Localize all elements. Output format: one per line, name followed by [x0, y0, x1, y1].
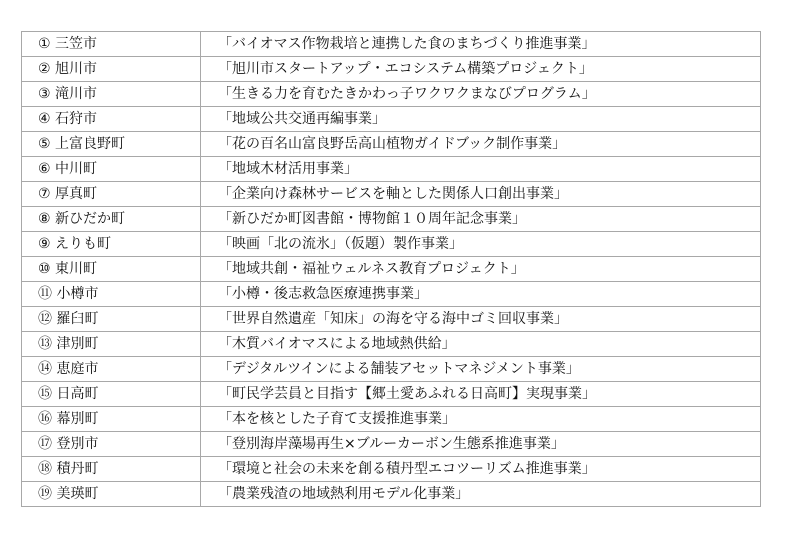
- municipality-cell: ⑥ 中川町: [22, 157, 201, 182]
- table-row: [22, 82, 761, 107]
- project-cell: 「バイオマス作物栽培と連携した食のまちづくり推進事業」: [201, 32, 761, 57]
- project-cell: 「本を核とした子育て支援推進事業」: [201, 407, 761, 432]
- table-row: [22, 357, 761, 382]
- table-row: [22, 382, 761, 407]
- table-row: [22, 457, 761, 482]
- table-row: [22, 132, 761, 157]
- table-row: [22, 332, 761, 357]
- municipality-cell: ③ 滝川市: [22, 82, 201, 107]
- municipality-cell: ⑬ 津別町: [22, 332, 201, 357]
- project-cell: 「木質バイオマスによる地域熱供給」: [201, 332, 761, 357]
- project-cell: 「登別海岸藻場再生×ブルーカーボン生態系推進事業」: [201, 432, 761, 457]
- table-row: [22, 107, 761, 132]
- table-row: [22, 257, 761, 282]
- municipality-cell: ⑨ えりも町: [22, 232, 201, 257]
- table-row: [22, 57, 761, 82]
- project-cell: 「地域公共交通再編事業」: [201, 107, 761, 132]
- project-table: [21, 31, 761, 507]
- table-row: [22, 207, 761, 232]
- project-cell: 「地域木材活用事業」: [201, 157, 761, 182]
- project-cell: 「生きる力を育むたきかわっ子ワクワクまなびプログラム」: [201, 82, 761, 107]
- municipality-cell: ⑫ 羅臼町: [22, 307, 201, 332]
- project-cell: 「デジタルツインによる舗装アセットマネジメント事業」: [201, 357, 761, 382]
- municipality-cell: ① 三笠市: [22, 32, 201, 57]
- table-row: [22, 182, 761, 207]
- project-cell: 「農業残渣の地域熱利用モデル化事業」: [201, 482, 761, 507]
- municipality-cell: ⑪ 小樽市: [22, 282, 201, 307]
- table-row: [22, 407, 761, 432]
- municipality-cell: ⑩ 東川町: [22, 257, 201, 282]
- municipality-cell: ⑯ 幕別町: [22, 407, 201, 432]
- project-cell: 「企業向け森林サービスを軸とした関係人口創出事業」: [201, 182, 761, 207]
- project-cell: 「映画「北の流氷」（仮題）製作事業」: [201, 232, 761, 257]
- table-row: [22, 482, 761, 507]
- project-cell: 「小樽・後志救急医療連携事業」: [201, 282, 761, 307]
- table-row: [22, 307, 761, 332]
- municipality-cell: ④ 石狩市: [22, 107, 201, 132]
- municipality-cell: ⑱ 積丹町: [22, 457, 201, 482]
- municipality-cell: ⑭ 恵庭市: [22, 357, 201, 382]
- project-cell: 「旭川市スタートアップ・エコシステム構築プロジェクト」: [201, 57, 761, 82]
- project-table-body: [22, 32, 761, 507]
- table-row: [22, 432, 761, 457]
- project-cell: 「環境と社会の未来を創る積丹型エコツーリズム推進事業」: [201, 457, 761, 482]
- table-row: [22, 232, 761, 257]
- municipality-cell: ⑤ 上富良野町: [22, 132, 201, 157]
- table-row: [22, 32, 761, 57]
- project-cell: 「町民学芸員と目指す【郷土愛あふれる日高町】実現事業」: [201, 382, 761, 407]
- municipality-cell: ⑧ 新ひだか町: [22, 207, 201, 232]
- project-cell: 「花の百名山富良野岳高山植物ガイドブック制作事業」: [201, 132, 761, 157]
- table-row: [22, 157, 761, 182]
- municipality-cell: ⑲ 美瑛町: [22, 482, 201, 507]
- project-cell: 「新ひだか町図書館・博物館１０周年記念事業」: [201, 207, 761, 232]
- municipality-cell: ⑮ 日高町: [22, 382, 201, 407]
- project-cell: 「地域共創・福祉ウェルネス教育プロジェクト」: [201, 257, 761, 282]
- municipality-cell: ② 旭川市: [22, 57, 201, 82]
- table-row: [22, 282, 761, 307]
- project-table-container: [21, 31, 761, 507]
- municipality-cell: ⑰ 登別市: [22, 432, 201, 457]
- project-cell: 「世界自然遺産「知床」の海を守る海中ゴミ回収事業」: [201, 307, 761, 332]
- municipality-cell: ⑦ 厚真町: [22, 182, 201, 207]
